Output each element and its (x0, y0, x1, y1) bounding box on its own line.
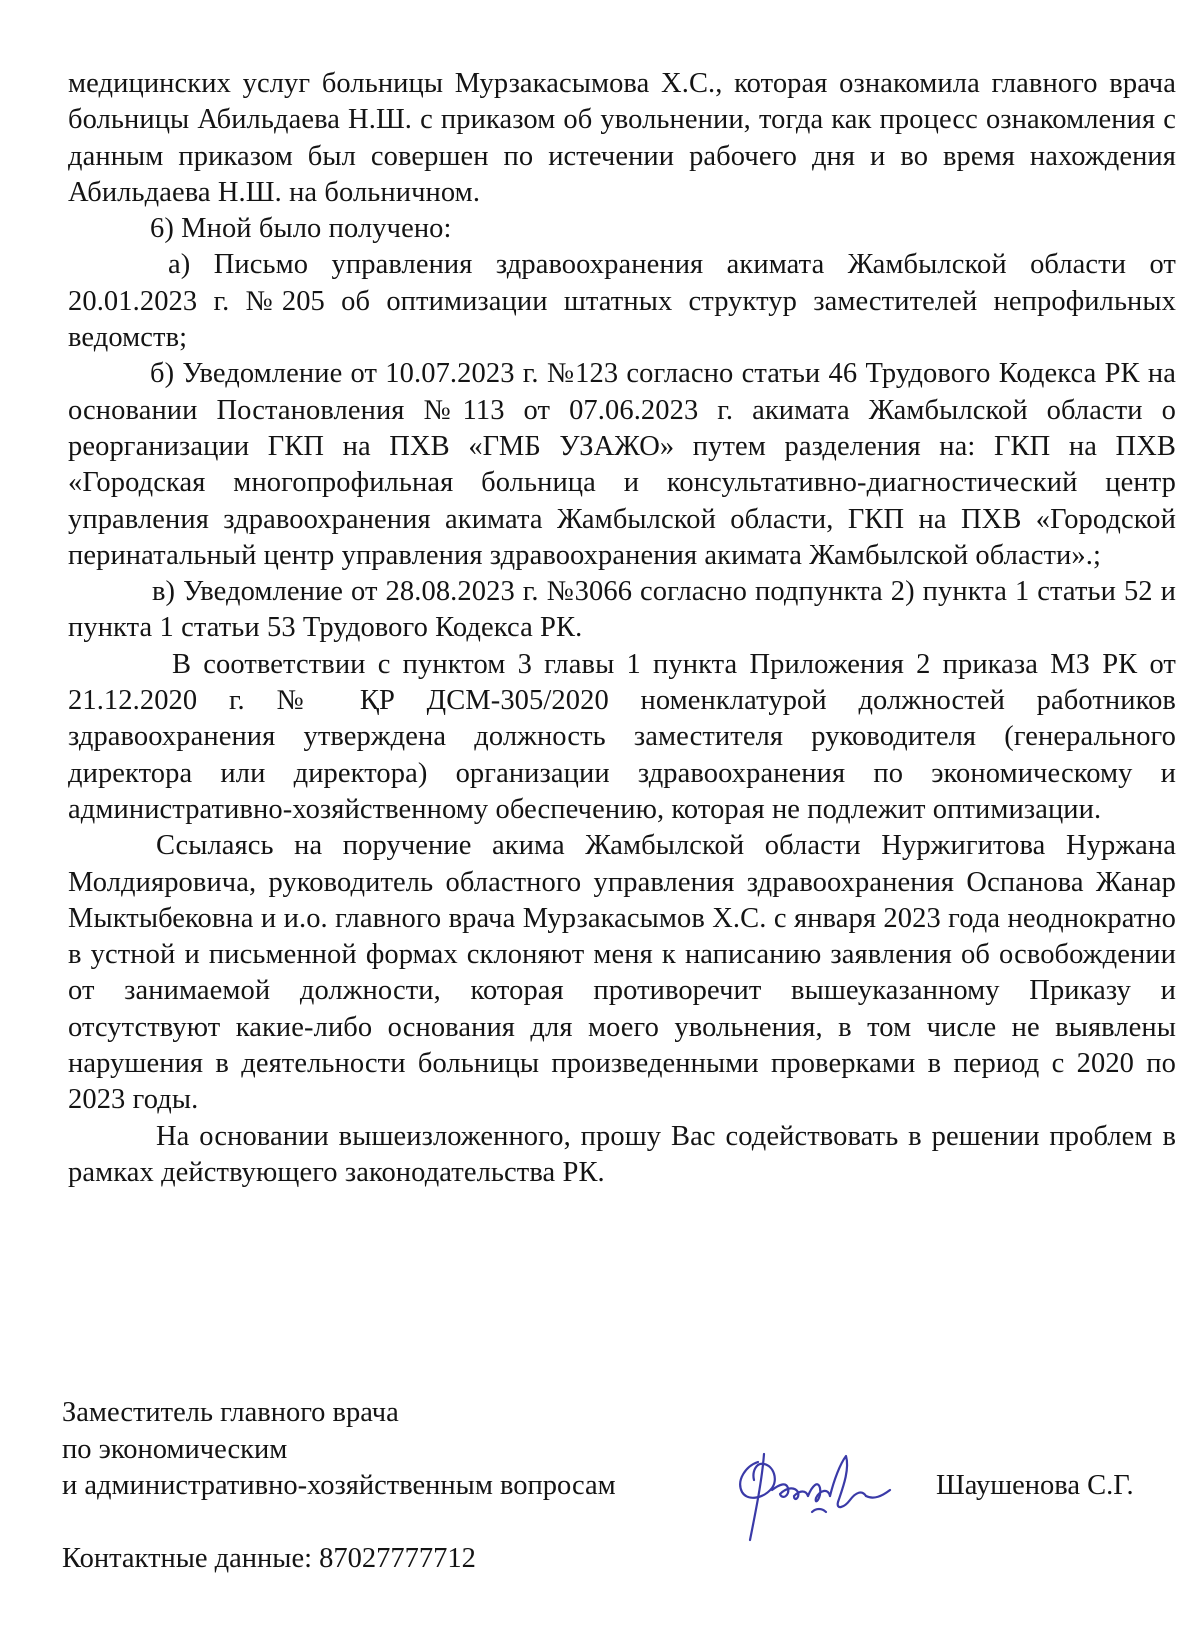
position-line-1: Заместитель главного врача (62, 1397, 399, 1428)
contact-details: Контактные данные: 87027777712 (62, 1543, 476, 1574)
paragraph-request: На основании вышеизложенного, прошу Вас содействовать в решении проблем в рамках действующего законодательства РК. (68, 1120, 1176, 1188)
signatory-position (62, 1395, 616, 1505)
letter-body (68, 66, 1176, 1191)
paragraph-item-6b: б) Уведомление от 10.07.2023 г. №123 согласно статьи 46 Трудового Кодекса РК на основании Постановления №113 от 07.06.2023 г. акимата Жамбылской области о реорганизации ГКП на ПХВ «ГМБ УЗАЖО» путем разделения на: ГКП на ПХВ «Городская многопрофильная больница и консультативно-диагностический центр управления здравоохранения акимата Жамбылской области, ГКП на ПХВ «Городской перинатальный центр управления здравоохранения акимата Жамбылской области».; (68, 358, 1176, 571)
paragraph-accordance: В соответствии с пунктом 3 главы 1 пункта Приложения 2 приказа МЗ РК от 21.12.2020 г. № ҚР ДСМ-305/2020 номенклатурой должностей работников здравоохранения утверждена должность заместителя руководителя (генерального директора или директора) организации здравоохранения по экономическому и административно-хозяйственному обеспечению, которая не подлежит оптимизации. (68, 648, 1176, 825)
signer-name: Шаушенова С.Г. (936, 1470, 1134, 1501)
position-line-3: и административно-хозяйственным вопросам (62, 1470, 616, 1501)
position-line-2: по экономическим (62, 1433, 288, 1465)
paragraph-item-6v: в) Уведомление от 28.08.2023 г. №3066 согласно подпункта 2) пункта 1 статьи 52 и пункта 1 статьи 53 Трудового Кодекса РК. (68, 576, 1176, 644)
paragraph-intro-continuation: медицинских услуг больницы Мурзакасымова Х.С., которая ознакомила главного врача больницы Абильдаева Н.Ш. с приказом об увольнении, тогда как процесс ознакомления с данным приказом был совершен по истечении рабочего дня и во время нахождения Абильдаева Н.Ш. на больничном. (68, 68, 1176, 208)
paragraph-referring: Ссылаясь на поручение акима Жамбылской области Нуржигитова Нуржана Молдияровича, руководитель областного управления здравоохранения Оспанова Жанар Мыктыбековна и и.о. главного врача Мурзакасымов Х.С. с января 2023 года неоднократно в устной и письменной формах склоняют меня к написанию заявления об освобождении от занимаемой должности, которая противоречит вышеуказанному Приказу и отсутствуют какие-либо основания для моего увольнения, в том числе не выявлены нарушения в деятельности больницы произведенными проверками в период с 2020 по 2023 годы. (68, 830, 1176, 1116)
paragraph-item-6a: а) Письмо управления здравоохранения акимата Жамбылской области от 20.01.2023 г. №205 об оптимизации штатных структур заместителей непрофильных ведомств; (68, 249, 1176, 354)
handwritten-signature-icon (728, 1440, 898, 1548)
paragraph-item-6: 6) Мной было получено: (150, 213, 452, 245)
